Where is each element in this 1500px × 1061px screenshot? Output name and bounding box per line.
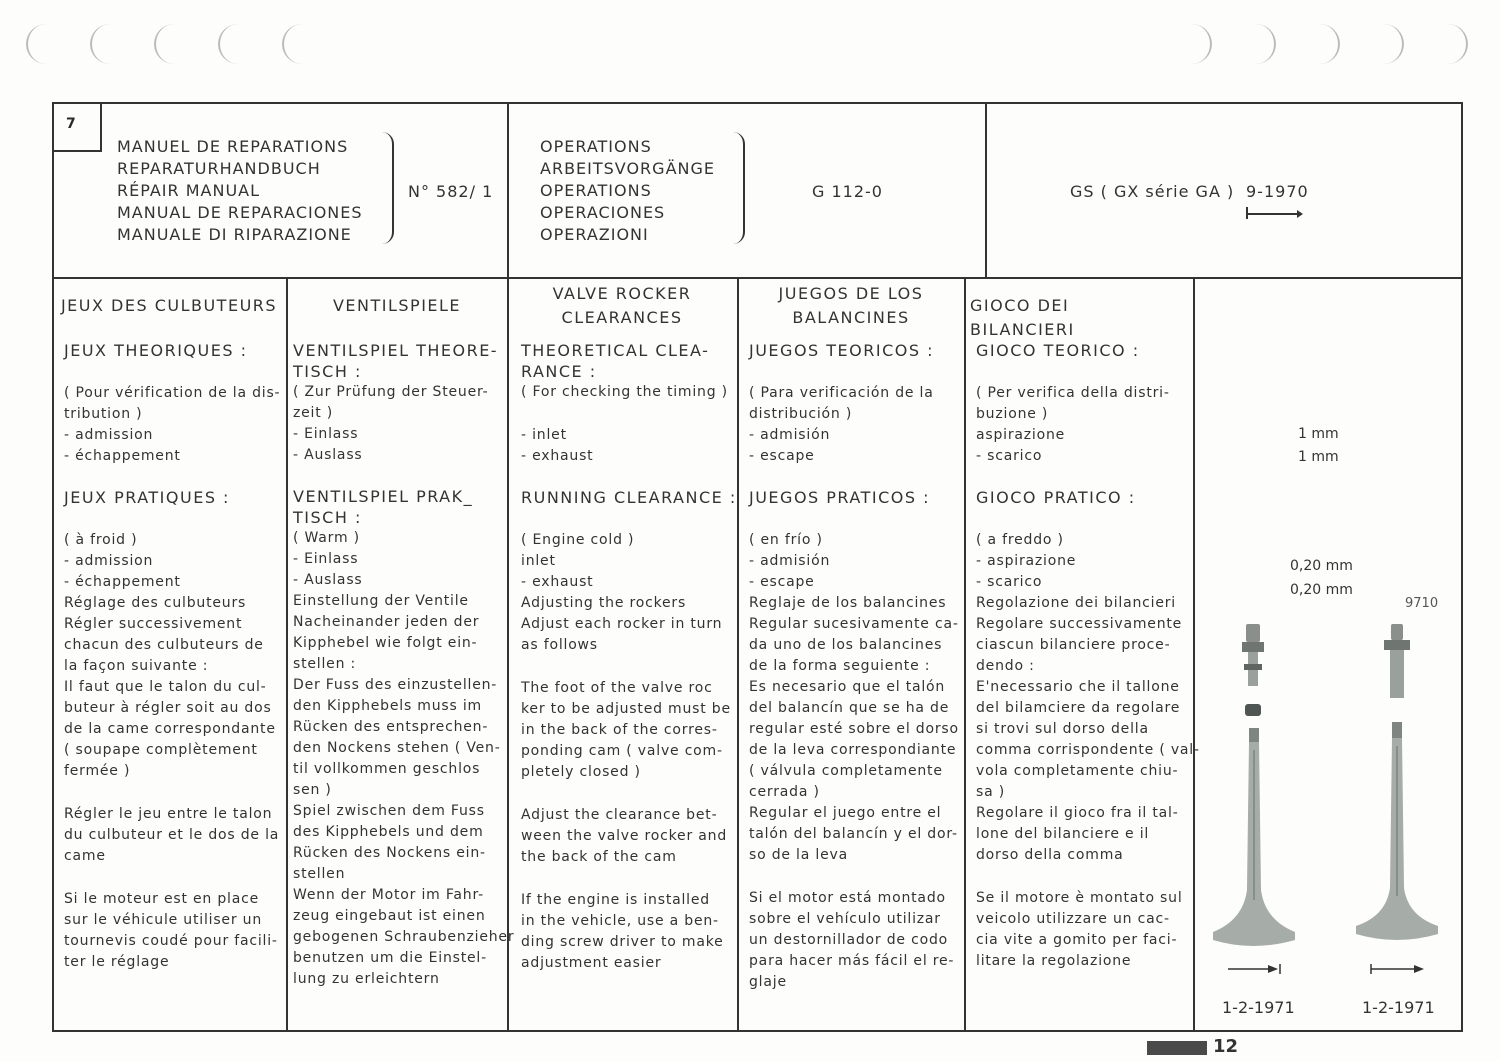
text-line: Nacheinander jeden der: [293, 614, 480, 630]
text-line: If the engine is installed: [521, 892, 710, 908]
text-line: as follows: [521, 637, 598, 653]
spacer: [521, 403, 735, 425]
text-line: des Kipphebels und dem: [293, 824, 484, 840]
text-line: in the back of the corres-: [521, 722, 718, 738]
arrow-right-icon: [1245, 205, 1305, 221]
text-line: - aspirazione: [976, 553, 1077, 569]
binder-hole: [90, 24, 116, 64]
text-line: Regolare successivamente: [976, 616, 1183, 632]
text-line: Adjust each rocker in turn: [521, 616, 723, 632]
text-line: Wenn der Motor im Fahr-: [293, 887, 484, 903]
effective-date: 9-1970: [1246, 182, 1309, 201]
text-line: aspirazione: [976, 427, 1066, 443]
footer-bar: [1147, 1041, 1207, 1055]
text-line: - exhaust: [521, 574, 594, 590]
text-line: dorso della comma: [976, 847, 1124, 863]
text-line: Rücken des Nockens ein-: [293, 845, 486, 861]
text-line: ( à froid ): [64, 532, 138, 548]
text-line: - scarico: [976, 448, 1043, 464]
spacer: [64, 508, 286, 530]
text-line: de la forma seguiente :: [749, 658, 931, 674]
text-line: ding screw driver to make: [521, 934, 724, 950]
header-divider-vertical: [985, 102, 987, 278]
text-line: stellen: [293, 866, 346, 882]
text-line: - Einlass: [293, 551, 359, 567]
text-line: - admisión: [749, 553, 831, 569]
valve-new-illustration: [1350, 620, 1450, 960]
column-body-en: [521, 340, 735, 974]
text-line: benutzen um die Einstel-: [293, 950, 487, 966]
column-title-it: [966, 294, 1178, 342]
text-line: Regular sucesivamente ca-: [749, 616, 959, 632]
header-divider: [52, 277, 1463, 279]
text-line: - admisión: [749, 427, 831, 443]
arrow-right-icon: [1226, 962, 1286, 976]
theoretical-inlet-value: 1 mm: [1298, 426, 1339, 442]
binder-hole: [1442, 24, 1468, 64]
text-line: la façon suivante :: [64, 658, 209, 674]
text-line: zeug eingebaut ist einen: [293, 908, 486, 924]
text-line: Il faut que le talon du cul-: [64, 679, 267, 695]
manual-title: MANUALE DI RIPARAZIONE: [117, 225, 352, 244]
text-line: inlet: [521, 553, 556, 569]
running-inlet-value: 0,20 mm: [1290, 558, 1353, 574]
spacer: [749, 361, 963, 383]
text-line: Reglaje de los balancines: [749, 595, 947, 611]
text-line: came: [64, 848, 106, 864]
arrow-right-icon: [1368, 962, 1428, 976]
manual-title: MANUAL DE REPARACIONES: [117, 203, 363, 222]
text-line: Kipphebel wie folgt ein-: [293, 635, 478, 651]
section-heading: TISCH :: [293, 508, 362, 527]
text-line: Si le moteur est en place: [64, 891, 260, 907]
text-line: ( Pour vérification de la dis-: [64, 385, 281, 401]
column-body-fr: [64, 340, 286, 973]
section-heading: JEUX THEORIQUES :: [64, 341, 248, 360]
text-line: The foot of the valve roc: [521, 680, 713, 696]
column-divider: [507, 102, 509, 1032]
column-title-en: [511, 282, 733, 330]
column-body-es: [749, 340, 963, 993]
text-line: un destornillador de codo: [749, 932, 948, 948]
manual-title: RÉPAIR MANUAL: [117, 181, 261, 200]
text-line: ( Engine cold ): [521, 532, 635, 548]
column-body-de: [293, 340, 515, 990]
text-line: Einstellung der Ventile: [293, 593, 469, 609]
text-line: ( válvula completamente: [749, 763, 943, 779]
section-heading: JUEGOS PRATICOS :: [749, 488, 930, 507]
running-exhaust-value: 0,20 mm: [1290, 582, 1353, 598]
text-line: so de la leva: [749, 847, 848, 863]
text-line: Adjust the clearance bet-: [521, 807, 718, 823]
text-line: sen ): [293, 782, 332, 798]
text-line: del bilamciere da regolare: [976, 700, 1181, 716]
column-title-es: [741, 282, 961, 330]
text-line: Régler successivement: [64, 616, 243, 632]
text-line: ( en frío ): [749, 532, 823, 548]
text-line: Se il motore è montato sul: [976, 890, 1183, 906]
spacer: [749, 866, 963, 888]
text-line: Régler le jeu entre le talon: [64, 806, 273, 822]
figure-date-right: 1-2-1971: [1362, 998, 1435, 1017]
text-line: gebogenen Schraubenzieher: [293, 929, 515, 945]
text-line: lone del bilanciere e il: [976, 826, 1150, 842]
text-line: - Auslass: [293, 572, 363, 588]
text-line: veicolo utilizzare un cac-: [976, 911, 1170, 927]
text-line: ponding cam ( valve com-: [521, 743, 723, 759]
text-line: ( For checking the timing ): [521, 384, 728, 400]
section-heading: GIOCO TEORICO :: [976, 341, 1140, 360]
text-line: lung zu erleichtern: [293, 971, 440, 987]
binder-hole: [26, 24, 52, 64]
text-line: si trovi sul dorso della: [976, 721, 1149, 737]
spacer: [64, 867, 286, 889]
section-heading: RANCE :: [521, 362, 597, 381]
text-line: den Nockens stehen ( Ven-: [293, 740, 501, 756]
binder-hole: [1314, 24, 1340, 64]
text-line: ( Para verificación de la: [749, 385, 934, 401]
text-line: para hacer más fácil el re-: [749, 953, 955, 969]
spacer: [64, 361, 286, 383]
column-title-line: BALANCINES: [792, 308, 910, 327]
text-line: E'necessario che il tallone: [976, 679, 1180, 695]
column-title-line: JEUX DES CULBUTEURS: [60, 296, 278, 315]
manual-title: REPARATURHANDBUCH: [117, 159, 321, 178]
figure-date-left: 1-2-1971: [1222, 998, 1295, 1017]
text-line: ( Warm ): [293, 530, 360, 546]
text-line: - exhaust: [521, 448, 594, 464]
binder-hole: [1250, 24, 1276, 64]
operation-title: OPERACIONES: [540, 203, 666, 222]
text-line: the back of the cam: [521, 849, 677, 865]
text-line: tournevis coudé pour facili-: [64, 933, 278, 949]
section-heading: THEORETICAL CLEA-: [521, 341, 710, 360]
text-line: stellen :: [293, 656, 357, 672]
section-number: 7: [66, 116, 76, 132]
binder-hole: [218, 24, 244, 64]
binder-hole: [1378, 24, 1404, 64]
text-line: zeit ): [293, 405, 334, 421]
spacer: [749, 467, 963, 487]
text-line: cia vite a gomito per faci-: [976, 932, 1178, 948]
section-heading: TISCH :: [293, 362, 362, 381]
spacer: [976, 508, 1192, 530]
operation-code: G 112-0: [812, 182, 883, 201]
text-line: distribución ): [749, 406, 853, 422]
text-line: talón del balancín y el dor-: [749, 826, 958, 842]
text-line: da uno de los balancines: [749, 637, 943, 653]
text-line: del balancín que se ha de: [749, 700, 950, 716]
text-line: - Auslass: [293, 447, 363, 463]
text-line: Réglage des culbuteurs: [64, 595, 247, 611]
text-line: Der Fuss des einzustellen-: [293, 677, 498, 693]
column-body-it: [976, 340, 1200, 972]
spacer: [293, 466, 505, 486]
operation-title: OPERAZIONI: [540, 225, 649, 244]
text-line: - inlet: [521, 427, 567, 443]
section-heading: JUEGOS TEORICOS :: [749, 341, 934, 360]
column-title-de: [290, 294, 504, 318]
theoretical-exhaust-value: 1 mm: [1298, 449, 1339, 465]
text-line: - Einlass: [293, 426, 359, 442]
text-line: adjustment easier: [521, 955, 662, 971]
operation-title: OPERATIONS: [540, 137, 652, 156]
text-line: Spiel zwischen dem Fuss: [293, 803, 485, 819]
text-line: - admission: [64, 553, 154, 569]
binder-hole: [1186, 24, 1212, 64]
section-heading: VENTILSPIEL PRAK_: [293, 487, 474, 506]
operation-title: OPERATIONS: [540, 181, 652, 200]
manual-title: MANUEL DE REPARATIONS: [117, 137, 349, 156]
text-line: Adjusting the rockers: [521, 595, 687, 611]
spacer: [976, 467, 1192, 487]
text-line: - escape: [749, 448, 815, 464]
section-heading: VENTILSPIEL THEORE-: [293, 341, 499, 360]
binder-hole: [154, 24, 180, 64]
text-line: ( Zur Prüfung der Steuer-: [293, 384, 489, 400]
column-title-line: GIOCO DEI BILANCIERI: [970, 296, 1075, 339]
text-line: ciascun bilanciere proce-: [976, 637, 1171, 653]
text-line: - échappement: [64, 574, 181, 590]
figure-code: 9710: [1405, 596, 1439, 611]
column-title-line: VALVE ROCKER: [552, 284, 692, 303]
text-line: cerrada ): [749, 784, 820, 800]
spacer: [749, 508, 963, 530]
column-divider: [286, 278, 288, 1032]
column-divider: [737, 278, 739, 1032]
binder-holes: [26, 24, 1476, 68]
text-line: Es necesario que el talón: [749, 679, 946, 695]
text-line: Regular el juego entre el: [749, 805, 942, 821]
section-heading: GIOCO PRATICO :: [976, 488, 1136, 507]
text-line: in the vehicle, use a ben-: [521, 913, 719, 929]
text-line: den Kipphebels muss im: [293, 698, 482, 714]
text-line: - échappement: [64, 448, 181, 464]
text-line: chacun des culbuteurs de: [64, 637, 264, 653]
text-line: dendo :: [976, 658, 1035, 674]
section-heading: JEUX PRATIQUES :: [64, 488, 230, 507]
text-line: ( Per verifica della distri-: [976, 385, 1170, 401]
spacer: [521, 656, 735, 678]
brace: [382, 132, 394, 244]
text-line: glaje: [749, 974, 787, 990]
spacer: [521, 508, 735, 530]
valve-old-illustration: [1205, 620, 1305, 960]
text-line: ( soupape complètement: [64, 742, 258, 758]
text-line: Regolazione dei bilancieri: [976, 595, 1176, 611]
column-title-line: VENTILSPIELE: [332, 296, 462, 315]
column-title-fr: [56, 294, 282, 318]
manual-title-list: [117, 136, 363, 246]
text-line: du culbuteur et le dos de la: [64, 827, 280, 843]
vehicle-model: GS ( GX série GA ): [1070, 182, 1235, 201]
text-line: ker to be adjusted must be: [521, 701, 731, 717]
text-line: ( a freddo ): [976, 532, 1064, 548]
text-line: buteur à régler soit au dos: [64, 700, 272, 716]
text-line: til vollkommen geschlos: [293, 761, 481, 777]
text-line: sur le véhicule utiliser un: [64, 912, 263, 928]
section-number-box: [52, 102, 102, 152]
text-line: ter le réglage: [64, 954, 170, 970]
text-line: pletely closed ): [521, 764, 641, 780]
operation-title: ARBEITSVORGÄNGE: [540, 159, 715, 178]
spacer: [64, 467, 286, 487]
page-number: 12: [1213, 1036, 1239, 1057]
text-line: - escape: [749, 574, 815, 590]
text-line: comma corrispondente ( val-: [976, 742, 1200, 758]
text-line: sa ): [976, 784, 1005, 800]
text-line: litare la regolazione: [976, 953, 1132, 969]
text-line: de la came correspondante: [64, 721, 276, 737]
text-line: Si el motor está montado: [749, 890, 946, 906]
column-title-line: JUEGOS DE LOS: [778, 284, 924, 303]
operation-title-list: [540, 136, 715, 246]
spacer: [521, 783, 735, 805]
spacer: [976, 361, 1192, 383]
text-line: regular esté sobre el dorso: [749, 721, 959, 737]
text-line: sobre el vehículo utilizar: [749, 911, 941, 927]
manual-number: N° 582/ 1: [408, 182, 494, 201]
text-line: buzione ): [976, 406, 1049, 422]
spacer: [64, 782, 286, 804]
text-line: fermée ): [64, 763, 131, 779]
brace: [733, 132, 745, 244]
text-line: Rücken des entsprechen-: [293, 719, 489, 735]
section-heading: RUNNING CLEARANCE :: [521, 488, 737, 507]
column-divider: [964, 278, 966, 1032]
text-line: de la leva correspondiante: [749, 742, 957, 758]
text-line: tribution ): [64, 406, 143, 422]
text-line: - admission: [64, 427, 154, 443]
column-title-line: CLEARANCES: [561, 308, 683, 327]
text-line: Regolare il gioco fra il tal-: [976, 805, 1179, 821]
text-line: ween the valve rocker and: [521, 828, 728, 844]
spacer: [521, 868, 735, 890]
binder-hole: [282, 24, 308, 64]
spacer: [521, 467, 735, 487]
column-divider: [1193, 278, 1195, 1032]
spacer: [976, 866, 1192, 888]
text-line: vola completamente chiu-: [976, 763, 1179, 779]
text-line: - scarico: [976, 574, 1043, 590]
